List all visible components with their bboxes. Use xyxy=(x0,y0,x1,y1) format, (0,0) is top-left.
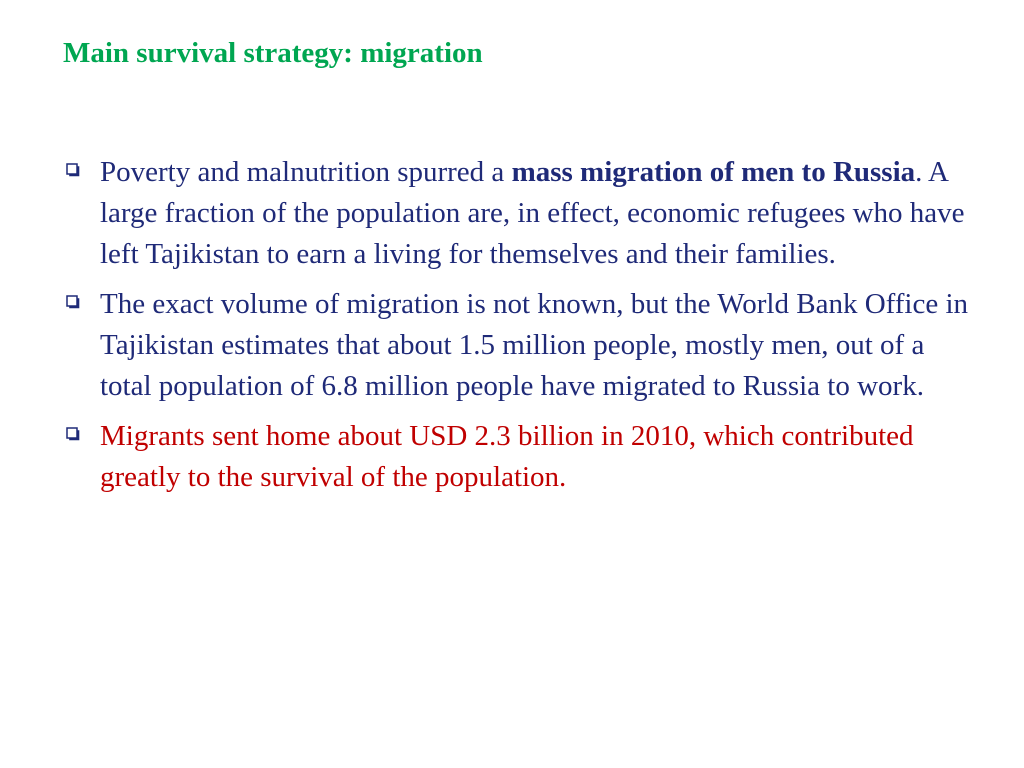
bullet-item-volume xyxy=(63,284,973,407)
checkbox-square-icon xyxy=(66,427,81,442)
checkbox-square-icon xyxy=(66,295,81,310)
bullet-item-remittances xyxy=(63,416,973,498)
bullet-item-migration xyxy=(63,152,973,275)
checkbox-square-icon xyxy=(66,163,81,178)
bullet-text: The exact volume of migration is not known, but the World Bank Office in Tajikistan estimates that about 1.5 million people, mostly men, out of a total population of 6.8 million people have migrated to Russia to work. xyxy=(100,288,969,402)
bullet-text-after: . A large fraction of the population are, in effect, economic refugees who have left Tajikistan to earn a living for themselves and their families. xyxy=(100,156,965,270)
bullet-emphasis: mass migration of men to Russia xyxy=(511,156,916,188)
bullet-list xyxy=(63,152,973,507)
bullet-text: Migrants sent home about USD 2.3 billion in 2010, which contributed greatly to the survival of the population. xyxy=(100,420,914,493)
slide-title: Main survival strategy: migration xyxy=(63,37,483,69)
bullet-text-before: Poverty and malnutrition spurred a xyxy=(100,156,512,188)
